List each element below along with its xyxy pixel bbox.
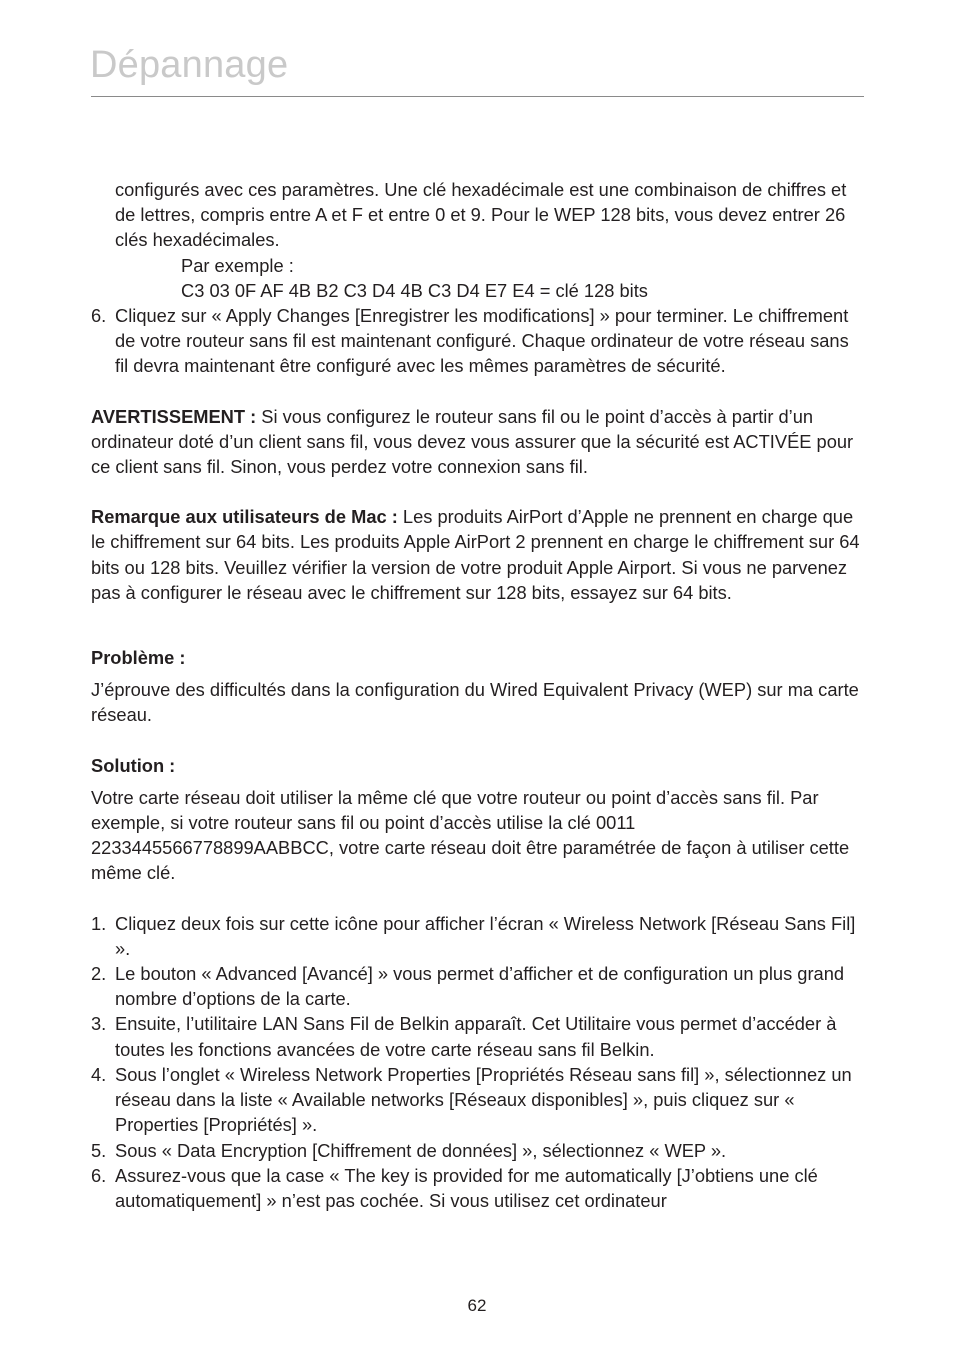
- list-number: 3.: [91, 1013, 107, 1035]
- page-number: 62: [467, 1296, 487, 1315]
- list-text: Ensuite, l’utilitaire LAN Sans Fil de Belkin apparaît. Cet Utilitaire vous permet d’accéder à toutes les fonctions avancées de votre carte réseau sans fil Belkin.: [115, 1013, 837, 1060]
- list-number: 6.: [91, 1164, 107, 1186]
- example-value: C3 03 0F AF 4B B2 C3 D4 4B C3 D4 E7 E4 = clé 128 bits: [181, 279, 648, 301]
- list-text: Sous l’onglet « Wireless Network Properties [Propriétés Réseau sans fil] », sélectionnez un réseau dans la liste « Available networks [Réseaux disponibles] », puis cliquez sur « Properties [Propriétés] ».: [115, 1063, 852, 1136]
- solution-text: Votre carte réseau doit utiliser la même clé que votre routeur ou point d’accès sans fil. Par exemple, si votre routeur sans fil ou point d’accès utilise la clé 0011 2233445566778899AABBCC, votre carte réseau doit être paramétrée de façon à utiliser cette même clé.: [91, 786, 850, 884]
- list-number: 5.: [91, 1139, 107, 1161]
- continuation-paragraph: configurés avec ces paramètres. Une clé hexadécimale est une combinaison de chiffres et de lettres, compris entre A et F et entre 0 et 9. Pour le WEP 128 bits, vous devez entrer 26 clés hexadécimales.: [115, 179, 847, 251]
- list-text: Cliquez deux fois sur cette icône pour afficher l’écran « Wireless Network [Réseau Sans Fil] ».: [115, 912, 856, 959]
- example-label: Par exemple :: [181, 254, 294, 276]
- mac-note-paragraph: [91, 504, 866, 605]
- list-item: [91, 1011, 866, 1061]
- solution-heading: Solution :: [91, 754, 176, 776]
- list-number: 2.: [91, 963, 107, 985]
- document-body: [91, 177, 866, 1213]
- problem-heading: Problème :: [91, 647, 186, 669]
- list-item: [91, 1163, 866, 1213]
- list-item: [91, 1062, 866, 1138]
- list-item: [91, 303, 866, 379]
- list-text: Cliquez sur « Apply Changes [Enregistrer les modifications] » pour terminer. Le chiffrement de votre routeur sans fil est maintenant configuré. Chaque ordinateur de votre réseau sans fil devra maintenant être configuré avec les mêmes paramètres de sécurité.: [115, 305, 849, 377]
- list-number: 1.: [91, 912, 107, 934]
- list-number: 6.: [91, 305, 107, 327]
- list-text: Assurez-vous que la case « The key is provided for me automatically [J’obtiens une clé automatiquement] » n’est pas cochée. Si vous utilisez cet ordinateur: [115, 1164, 818, 1211]
- list-number: 4.: [91, 1063, 107, 1085]
- list-text: Sous « Data Encryption [Chiffrement de données] », sélectionnez « WEP ».: [115, 1139, 727, 1161]
- page-title: Dépannage: [90, 44, 289, 86]
- mac-note-text: Les produits AirPort d’Apple ne prennent en charge que le chiffrement sur 64 bits. Les produits Apple AirPort 2 prennent en charge le chiffrement sur 64 bits ou 128 bits. Veuillez vérifier la version de votre produit Apple Airport. Si vous ne parvenez pas à configurer le réseau avec le chiffrement sur 128 bits, essayez sur 64 bits.: [91, 506, 860, 603]
- header-divider: [91, 96, 864, 97]
- list-item: [91, 911, 866, 961]
- problem-text: J’éprouve des difficultés dans la configuration du Wired Equivalent Privacy (WEP) sur ma carte réseau.: [91, 679, 859, 726]
- list-item: [91, 961, 866, 1011]
- warning-label: AVERTISSEMENT :: [91, 405, 257, 427]
- warning-paragraph: [91, 404, 866, 480]
- list-item: [91, 1138, 866, 1163]
- mac-note-label: Remarque aux utilisateurs de Mac :: [91, 506, 398, 528]
- warning-text: Si vous configurez le routeur sans fil ou le point d’accès à partir d’un ordinateur doté d’un client sans fil, vous devez vous assurer que la sécurité est ACTIVÉE pour ce client sans fil. Sinon, vous perdez votre connexion sans fil.: [91, 405, 854, 478]
- list-text: Le bouton « Advanced [Avancé] » vous permet d’afficher et de configuration un plus grand nombre d’options de la carte.: [115, 963, 845, 1010]
